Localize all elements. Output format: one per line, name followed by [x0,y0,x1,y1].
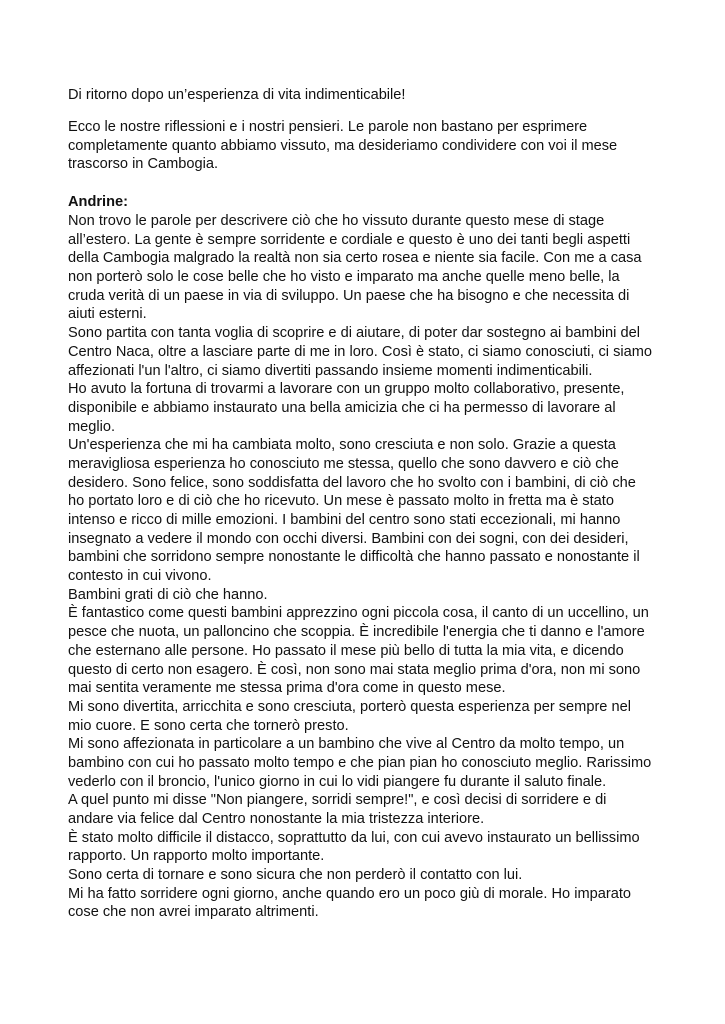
body-line: vederlo con il broncio, l'unico giorno in cui lo vidi piangere fu durante il saluto finale. [68,773,607,790]
body-line: Ho avuto la fortuna di trovarmi a lavorare con un gruppo molto collaborativo, presente, [68,381,625,398]
body-line: Bambini grati di ciò che hanno. [68,586,268,603]
body-line: Mi ha fatto sorridere ogni giorno, anche quando ero un poco giù di morale. Ho imparato [68,885,632,902]
body-line: cose che non avrei imparato altrimenti. [68,904,319,921]
body-line: Un'esperienza che mi ha cambiata molto, sono cresciuta e non solo. Grazie a questa [68,437,616,454]
intro-paragraph [68,118,668,174]
body-line: Sono certa di tornare e sono sicura che non perderò il contatto con lui. [68,867,523,884]
body-line: della Cambogia malgrado la realtà non sia certo rosea e niente sia facile. Con me a casa [68,250,642,267]
body-line: ho portato loro e di ciò che ho ricevuto. Un mese è passato molto in fretta ma è stato [68,493,614,510]
body-line: andare via felice dal Centro nonostante la mia tristezza interiore. [68,811,485,827]
body-line: insegnato a vedere il mondo con occhi diversi. Bambini con dei sogni, con dei desideri, [68,530,629,547]
body-line: non porterò solo le cose belle che ho visto e imparato ma anche quelle meno belle, la [68,269,620,286]
body-line: mai sentita veramente me stessa prima d'ora come in questo mese. [68,680,506,697]
body-text [68,212,668,922]
heading-line: Di ritorno dopo un’esperienza di vita indimenticabile! [68,87,406,103]
body-line: questo di certo non esagero. È così, non sono mai stata meglio prima d'ora, non mi sono [68,661,641,678]
body-line: bambini che sorridono sempre nonostante le difficoltà che hanno passato e nonostante il [68,549,640,566]
intro-line: trascorso in Cambogia. [68,156,219,173]
body-line: Centro Naca, oltre a lasciare parte di me in loro. Così è stato, ci siamo conosciuti, ci siamo [68,343,652,360]
body-line: Mi sono affezionata in particolare a un bambino che vive al Centro da molto tempo, un [68,736,625,753]
author-label-block [68,193,668,212]
body-line: Sono partita con tanta voglia di scoprire e di aiutare, di poter dar sostegno ai bambini del [68,325,640,342]
body-line: che esternano alle persone. Ho passato il mese più bello di tutta la mia vita, e dicendo [68,642,624,659]
body-line: meglio. [68,418,116,435]
body-line: bambino con cui ho passato molto tempo e che pian pian ho conosciuto meglio. Rarissimo [68,754,652,771]
body-line: contesto in cui vivono. [68,568,212,585]
body-line: meravigliosa esperienza ho conosciuto me stessa, quello che sono davvero e ciò che [68,455,619,472]
body-line: pesce che nuota, un palloncino che scoppia. È incredibile l'energia che ti danno e l'amore [68,624,645,641]
body-line: rapporto. Un rapporto molto importante. [68,848,325,865]
body-line: È stato molto difficile il distacco, soprattutto da lui, con cui avevo instaurato un bellissimo [68,829,640,846]
body-line: A quel punto mi disse "Non piangere, sorridi sempre!", e così decisi di sorridere e di [68,792,607,809]
document-heading [68,86,668,105]
body-line: affezionati l'un l'altro, ci siamo divertiti passando insieme momenti indimenticabili. [68,362,593,379]
intro-line: Ecco le nostre riflessioni e i nostri pensieri. Le parole non bastano per esprimere [68,119,588,135]
intro-line: completamente quanto abbiamo vissuto, ma desideriamo condividere con voi il mese [68,137,618,154]
body-line: all’estero. La gente è sempre sorridente e cordiale e questo è uno dei tanti begli aspetti [68,231,631,248]
body-line: desidero. Sono felice, sono soddisfatta del lavoro che ho svolto con i bambini, di ciò che [68,474,636,491]
body-line: intenso e ricco di mille emozioni. I bambini del centro sono stati eccezionali, mi hanno [68,512,621,528]
body-line: Non trovo le parole per descrivere ciò che ho vissuto durante questo mese di stage [68,213,605,229]
author-label: Andrine: [68,194,128,210]
body-line: È fantastico come questi bambini apprezzino ogni piccola cosa, il canto di un uccellino, un [68,605,649,622]
body-line: Mi sono divertita, arricchita e sono cresciuta, porterò questa esperienza per sempre nel [68,698,631,715]
body-line: aiuti esterni. [68,306,147,323]
body-line: mio cuore. E sono certa che tornerò presto. [68,717,349,734]
body-line: cruda verità di un paese in via di sviluppo. Un paese che ha bisogno e che necessita di [68,287,630,304]
body-line: disponibile e abbiamo instaurato una bella amicizia che ci ha permesso di lavorare al [68,399,616,416]
